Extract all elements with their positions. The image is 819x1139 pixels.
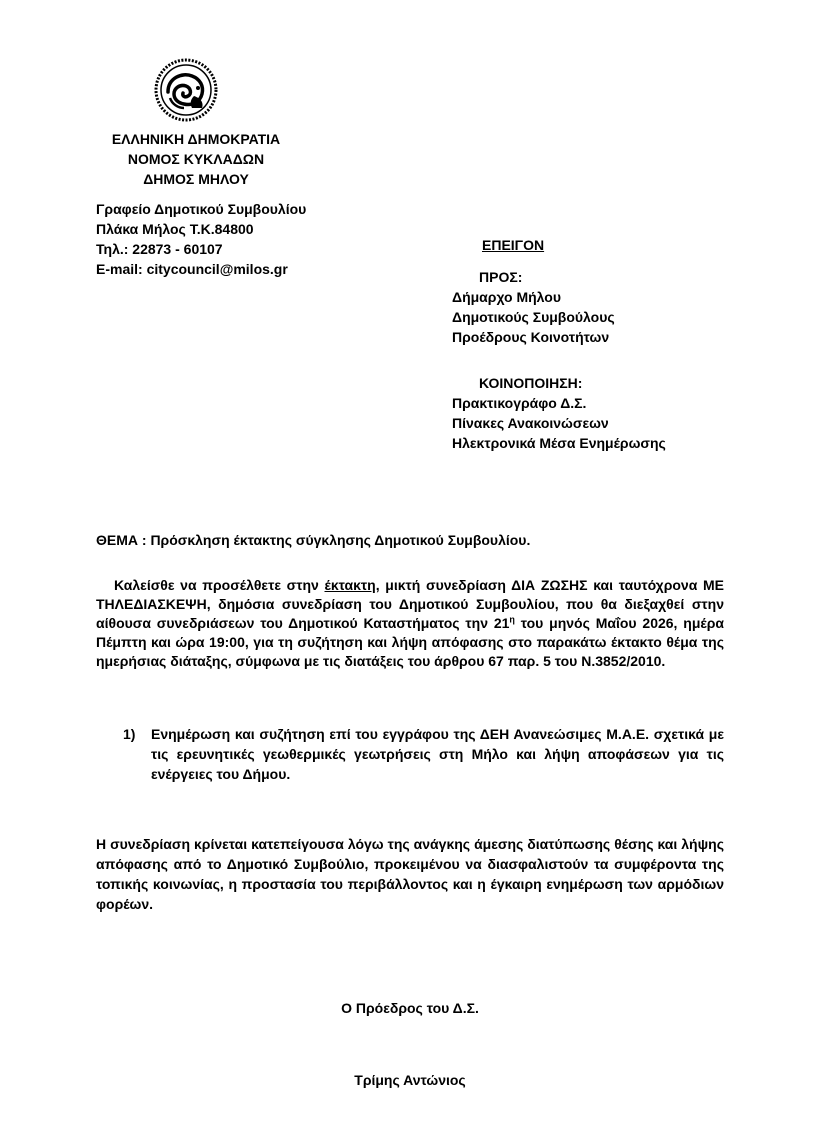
municipality-emblem-icon [154, 58, 218, 122]
recipient-item: Δήμαρχο Μήλου [452, 289, 561, 305]
republic-name: ΕΛΛΗΝΙΚΗ ΔΗΜΟΚΡΑΤΙΑ [111, 131, 281, 147]
invitation-paragraph [96, 576, 724, 671]
recipient-item: Προέδρους Κοινοτήτων [452, 329, 610, 345]
signature-name: Τρίμης Αντώνιος [354, 1072, 466, 1088]
office-email: E-mail: citycouncil@milos.gr [96, 261, 288, 277]
recipients-label: ΠΡΟΣ: [479, 269, 523, 285]
recipients-block [452, 267, 615, 347]
office-address: Πλάκα Μήλος Τ.Κ.84800 [96, 221, 254, 237]
cc-label: ΚΟΙΝΟΠΟΙΗΣΗ: [479, 375, 583, 391]
office-name: Γραφείο Δημοτικού Συμβουλίου [96, 201, 307, 217]
invitation-lead: Καλείσθε να προσέλθετε στην [114, 577, 325, 593]
invitation-emphasis: έκτακτη [324, 577, 376, 593]
invitation-part2: του μηνός Μαΐου 2026, ημέρα Πέμπτη και ώρα 19:00, για τη συζήτηση και λήψη απόφασης στο παρακάτω έκτακτο θέμα της ημερήσιας διάταξης, σύμφωνα με τις διατάξεις του άρθρου 67 παρ. 5 του Ν.3852/2010. [96, 615, 724, 669]
municipality-name: ΔΗΜΟΣ ΜΗΛΟΥ [143, 171, 249, 187]
cc-item: Πίνακες Ανακοινώσεων [452, 415, 609, 431]
agenda-item-number: 1) [123, 726, 136, 742]
date-superscript: η [509, 614, 515, 625]
office-details [96, 199, 306, 279]
subject-line: ΘΕΜΑ : Πρόσκληση έκτακτης σύγκλησης Δημοτικού Συμβουλίου. [96, 532, 531, 548]
recipient-item: Δημοτικούς Συμβούλους [452, 309, 615, 325]
signature-title: Ο Πρόεδρος του Δ.Σ. [341, 1000, 479, 1016]
urgency-label: ΕΠΕΙΓΟΝ [482, 237, 545, 253]
invitation-part1: , μικτή συνεδρίαση ΔΙΑ ΖΩΣΗΣ και ταυτόχρονα ΜΕ ΤΗΛΕΔΙΑΣΚΕΨΗ, δημόσια συνεδρίαση του Δημοτικού Συμβουλίου, που θα διεξαχθεί στην αίθουσα συνεδριάσεων του Δημοτικού Καταστήματος την 21 [96, 577, 724, 631]
cc-item: Ηλεκτρονικά Μέσα Ενημέρωσης [452, 435, 666, 451]
cc-item: Πρακτικογράφο Δ.Σ. [452, 395, 587, 411]
urgency-reason-paragraph: Η συνεδρίαση κρίνεται κατεπείγουσα λόγω της ανάγκης άμεσης διατύπωσης θέσης και λήψης απόφασης από το Δημοτικό Συμβούλιο, προκειμένου να διασφαλιστούν τα συμφέροντα της τοπικής κοινωνίας, η προστασία του περιβάλλοντος και η έγκαιρη ενημέρωση των αρμόδιων φορέων. [96, 836, 724, 912]
prefecture-name: ΝΟΜΟΣ ΚΥΚΛΑΔΩΝ [127, 151, 265, 167]
office-phone: Τηλ.: 22873 - 60107 [96, 241, 223, 257]
letterhead [86, 129, 306, 189]
agenda-item-text: Ενημέρωση και συζήτηση επί του εγγράφου της ΔΕΗ Ανανεώσιμες Μ.Α.Ε. σχετικά με τις ερευνητικές γεωθερμικές γεωτρήσεις στη Μήλο και λήψη αποφάσεων για τις ενέργειες του Δήμου. [151, 726, 724, 782]
cc-block [452, 373, 666, 453]
